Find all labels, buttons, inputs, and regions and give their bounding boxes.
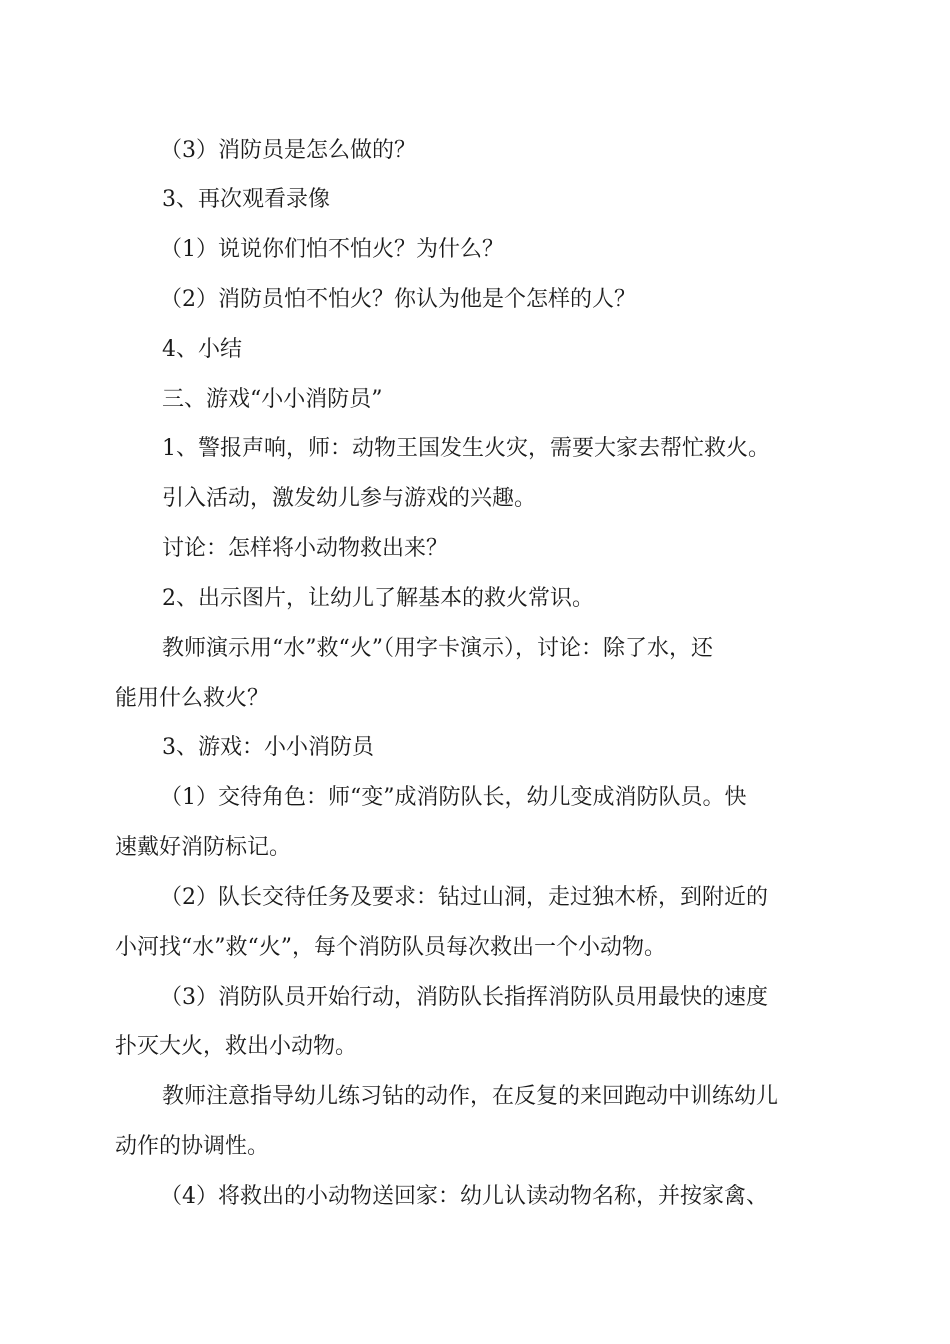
text-line: （2）队长交待任务及要求：钻过山洞，走过独木桥，到附近的 [160,885,768,910]
text-line: 2、出示图片，让幼儿了解基本的救火常识。 [162,586,594,611]
text-line: 速戴好消防标记。 [115,835,292,860]
text-line: （3）消防队员开始行动，消防队长指挥消防队员用最快的速度 [160,985,768,1010]
text-line: 教师注意指导幼儿练习钻的动作，在反复的来回跑动中训练幼儿 [162,1084,779,1109]
section-heading: 3、再次观看录像 [162,187,330,212]
section-heading: 3、游戏：小小消防员 [162,735,374,760]
section-heading: 4、小结 [162,337,242,362]
text-line: 小河找“水”救“火”，每个消防队员每次救出一个小动物。 [115,935,666,960]
section-heading: 三、游戏“小小消防员” [162,387,383,412]
text-line: 教师演示用“水”救“火”（用字卡演示），讨论：除了水，还 [162,636,713,661]
text-line: （1）说说你们怕不怕火？为什么？ [160,237,504,262]
text-line: 能用什么救火？ [115,686,270,711]
text-line: 1、警报声响，师：动物王国发生火灾，需要大家去帮忙救火。 [162,436,770,461]
text-line: （4）将救出的小动物送回家：幼儿认读动物名称，并按家禽、 [160,1184,768,1209]
text-line: 扑灭大火，救出小动物。 [115,1034,358,1059]
text-line: 引入活动，激发幼儿参与游戏的兴趣。 [162,486,537,511]
text-line: （3）消防员是怎么做的？ [160,138,416,163]
text-line: （2）消防员怕不怕火？你认为他是个怎样的人？ [160,287,636,312]
text-line: 动作的协调性。 [115,1134,270,1159]
text-line: 讨论：怎样将小动物救出来？ [162,536,449,561]
text-line: （1）交待角色：师“变”成消防队长，幼儿变成消防队员。快 [160,785,747,810]
